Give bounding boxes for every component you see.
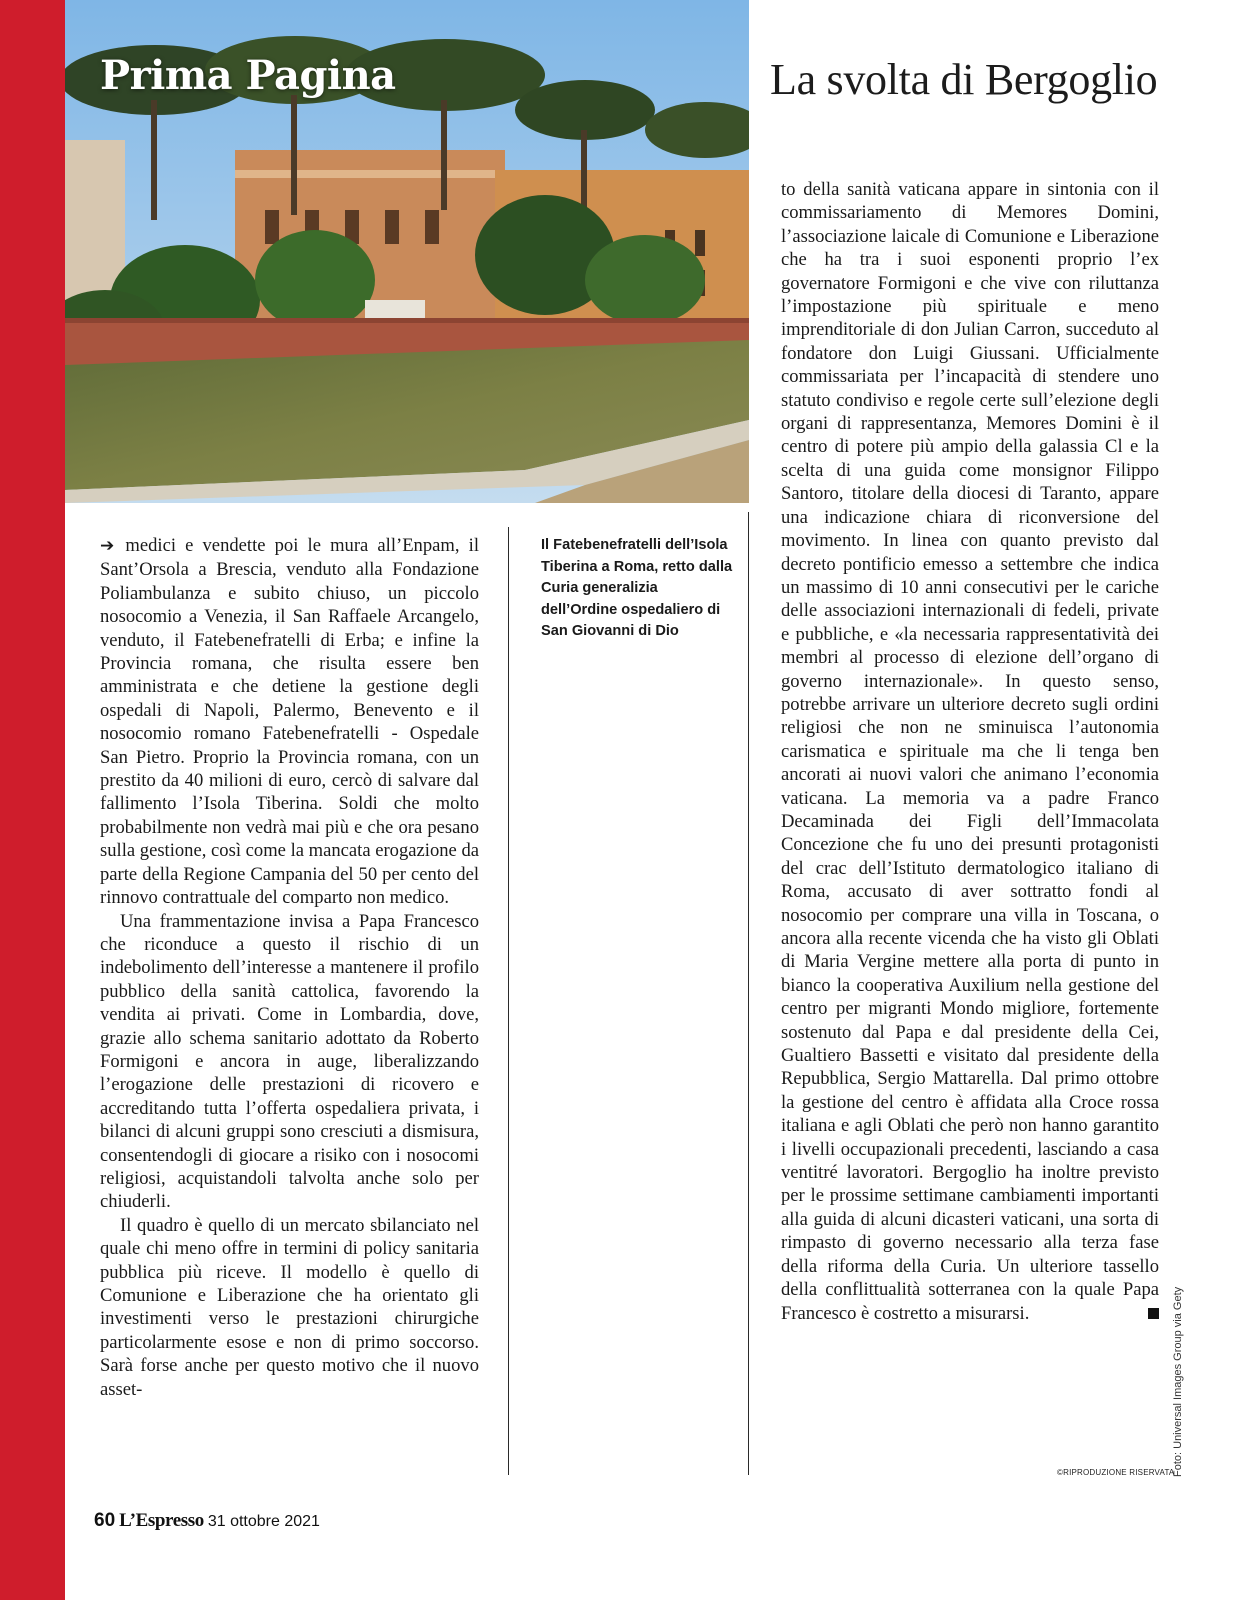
magazine-name: L’Espresso [119,1510,204,1531]
end-of-article-mark [1148,1308,1159,1319]
headline: La svolta di Bergoglio [770,55,1158,104]
page-number: 60 [94,1510,116,1531]
arrow-right-icon: ➔ [100,536,115,556]
issue-date: 31 ottobre 2021 [207,1513,320,1530]
column-divider [748,512,749,1475]
page-footer [94,1510,320,1532]
article-column-right [781,178,1159,1325]
column-divider [508,527,509,1475]
copyright-notice: ©RIPRODUZIONE RISERVATA [1057,1468,1175,1477]
article-column-left [100,534,479,1401]
photo-credit: Foto: Universal Images Group via Gety [1172,1286,1184,1477]
section-label: Prima Pagina [100,52,396,99]
paragraph [100,534,479,910]
paragraph: Una frammentazione invisa a Papa Francesco che riconduce a questo il rischio di un indebolimento dell’interesse a mantenere il profilo pubblico della sanità cattolica, favorendo la vendita ai privati. Come in Lombardia, dove, grazie allo schema sanitario adottato da Roberto Formigoni e ancora in auge, liberalizzando l’erogazione delle prestazioni di ricovero e accreditando tutta l’offerta ospedaliera privata, i bilanci di alcuni gruppi sono cresciuti a dismisura, consentendogli di giocare a risiko con i nosocomi religiosi, acquistandoli talvolta anche solo per chiuderli. [100,910,479,1213]
paragraph-text: to della sanità vaticana appare in sintonia con il commissariamento di Memores Domini, l’associazione laicale di Comunione e Liberazione che ha tra i suoi esponenti proprio l’ex governatore Formigoni e che vive con riluttanza l’impostazione più spirituale e meno imprenditoriale di don Julian Carron, succeduto al fondatore don Luigi Giussani. Ufficialmente commissariata per l’incapacità di stendere uno statuto condiviso e regole certe sull’elezione degli organi di rappresentanza, Memores Domini è il centro di potere più ampio della galassia Cl e la scelta di una guida come monsignor Filippo Santoro, titolare della diocesi di Taranto, appare una indicazione chiara di riconversione del movimento. In linea con quanto previsto dal decreto pontificio emesso a settembre che indica un massimo di 10 anni consecutivi per le cariche delle associazioni internazionali di fedeli, private e pubbliche, e «la necessaria rappresentatività dei membri al processo di elezione dell’organo di governo internazionale». In questo senso, potrebbe arrivare un ulteriore decreto sugli ordini religiosi che non ne sminuisca l’autonomia carismatica e spirituale ma che li tenga ben ancorati ai nuovi valori che animano l’economia vaticana. La memoria va a padre Franco Decaminada dei Figli dell’Immacolata Concezione che fu uno dei presunti protagonisti del crac dell’Istituto dermatologico italiano di Roma, accusato di aver sottratto fondi al nosocomio per comprare una villa in Toscana, o ancora alla recente vicenda che ha visto gli Oblati di Maria Vergine mettere alla porta di punto in bianco la cooperativa Auxilium nella gestione del centro per migranti Mondo migliore, fortemente sostenuto dal Papa e dal presidente della Cei, Gualtiero Bassetti e visitato dal presidente della Repubblica, Sergio Mattarella. Dal primo ottobre la gestione del centro è affidata alla Croce rossa italiana e agli Oblati che però non hanno garantito i livelli occupazionali precedenti, lasciando a casa ventitré lavoratori. Bergoglio ha inoltre previsto per le prossime settimane cambiamenti importanti alla guida di alcuni dicasteri vaticani, una sorta di rimpasto di governo necessario alla terza fase della riforma della Curia. Un ulteriore tassello della conflittualità sotterranea con la quale Papa Francesco è costretto a misurarsi. [781,179,1159,1324]
paragraph-text: medici e vendette poi le mura all’Enpam, il Sant’Orsola a Brescia, venduto alla Fondazione Poliambulanza e subito chiuso, un piccolo nosocomio a Venezia, il San Raffaele Arcangelo, venduto, il Fatebenefratelli di Erba; e infine la Provincia romana, che risulta essere ben amministrata e che detiene la gestione degli ospedali di Napoli, Palermo, Benevento e il nosocomio romano Fatebenefratelli - Ospedale San Pietro. Proprio la Provincia romana, con un prestito da 40 milioni di euro, cercò di salvare dal fallimento l’Isola Tiberina. Soldi che molto probabilmente non vedrà mai più e che ora pesano sulla gestione, così come la mancata erogazione da parte della Regione Campania del 50 per cento del rinnovo contrattuale del comparto non medico. [100,535,479,909]
red-side-bar [0,0,65,1600]
paragraph [781,178,1159,1325]
photo-caption: Il Fatebenefratelli dell’Isola Tiberina a Roma, retto dalla Curia generalizia dell’Ordine ospedaliero di San Giovanni di Dio [541,537,733,640]
paragraph: Il quadro è quello di un mercato sbilanciato nel quale chi meno offre in termini di policy sanitaria pubblica più riceve. Il modello è quello di Comunione e Liberazione che ha orientato gli investimenti verso le prestazioni chirurgiche particolarmente esose e non di primo soccorso. Sarà forse anche per questo motivo che il nuovo asset- [100,1214,479,1400]
